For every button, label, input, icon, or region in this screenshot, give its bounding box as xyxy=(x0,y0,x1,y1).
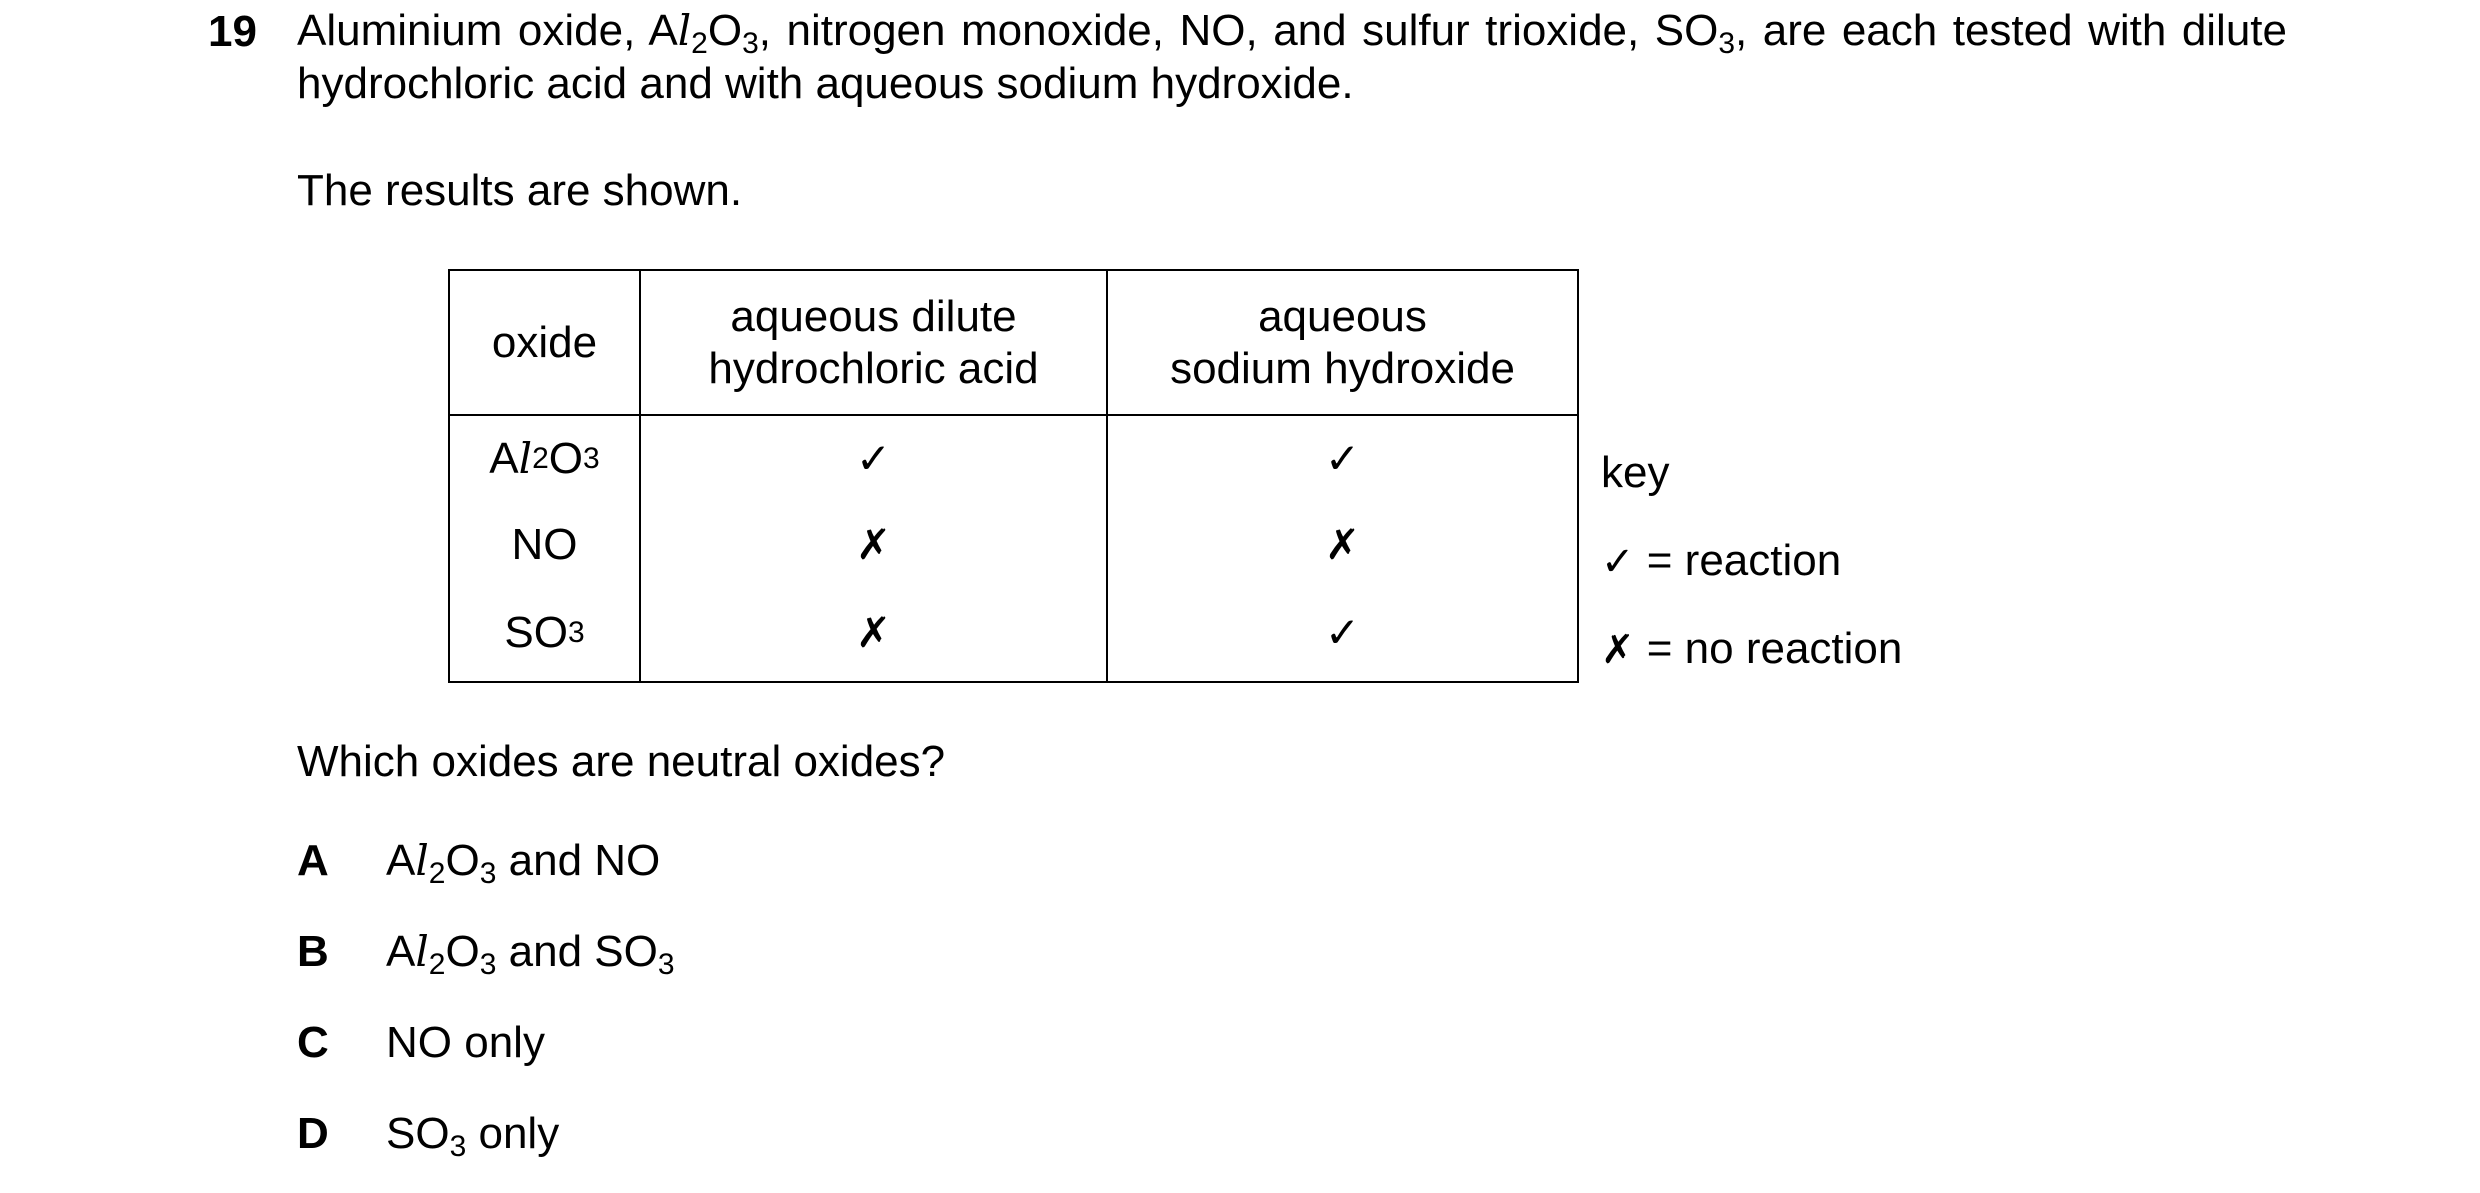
question-number: 19 xyxy=(208,7,257,56)
results-intro: The results are shown. xyxy=(297,166,743,215)
key-title: key xyxy=(1601,448,1670,497)
header-sodium-hydroxide: aqueous sodium hydroxide xyxy=(1170,291,1515,393)
results-table xyxy=(448,269,1579,683)
question-stem: Aluminium oxide, $Al_2O_3$, nitrogen monoxide, NO, and sulfur trioxide, $SO_3$, are each tested with dilute hydrochloric acid and with aqueous sodium hydroxide. xyxy=(297,6,2288,108)
question-prompt: Which oxides are neutral oxides? xyxy=(297,737,946,786)
option-letter: A xyxy=(297,836,329,885)
cross-mark: ✗ xyxy=(855,608,892,657)
option-letter: C xyxy=(297,1018,329,1067)
tick-mark: ✓ xyxy=(855,434,892,483)
option-text: $Al_2O_3$ and $SO_3$ xyxy=(386,927,675,981)
tick-icon: ✓ xyxy=(1601,539,1635,585)
option-text: $Al_2O_3$ and NO xyxy=(386,836,661,890)
option-text: NO only xyxy=(386,1018,545,1067)
option-letter: B xyxy=(297,927,329,976)
row-oxide-no: NO xyxy=(511,520,578,569)
option-text: $SO_3$ only xyxy=(386,1109,560,1163)
key-reaction: ✓ = reaction xyxy=(1601,536,1842,585)
row-oxide-al2o3: A l 2 O 3 xyxy=(489,434,600,483)
header-oxide: oxide xyxy=(491,317,598,367)
tick-mark: ✓ xyxy=(1324,434,1361,483)
cross-icon: ✗ xyxy=(1601,627,1635,673)
option-letter: D xyxy=(297,1109,329,1158)
cross-mark: ✗ xyxy=(1324,520,1361,569)
tick-mark: ✓ xyxy=(1324,608,1361,657)
header-hydrochloric-acid: aqueous dilute hydrochloric acid xyxy=(708,291,1039,393)
row-oxide-so3: SO 3 xyxy=(504,608,585,657)
cross-mark: ✗ xyxy=(855,520,892,569)
key-no-reaction: ✗ = no reaction xyxy=(1601,624,1903,673)
